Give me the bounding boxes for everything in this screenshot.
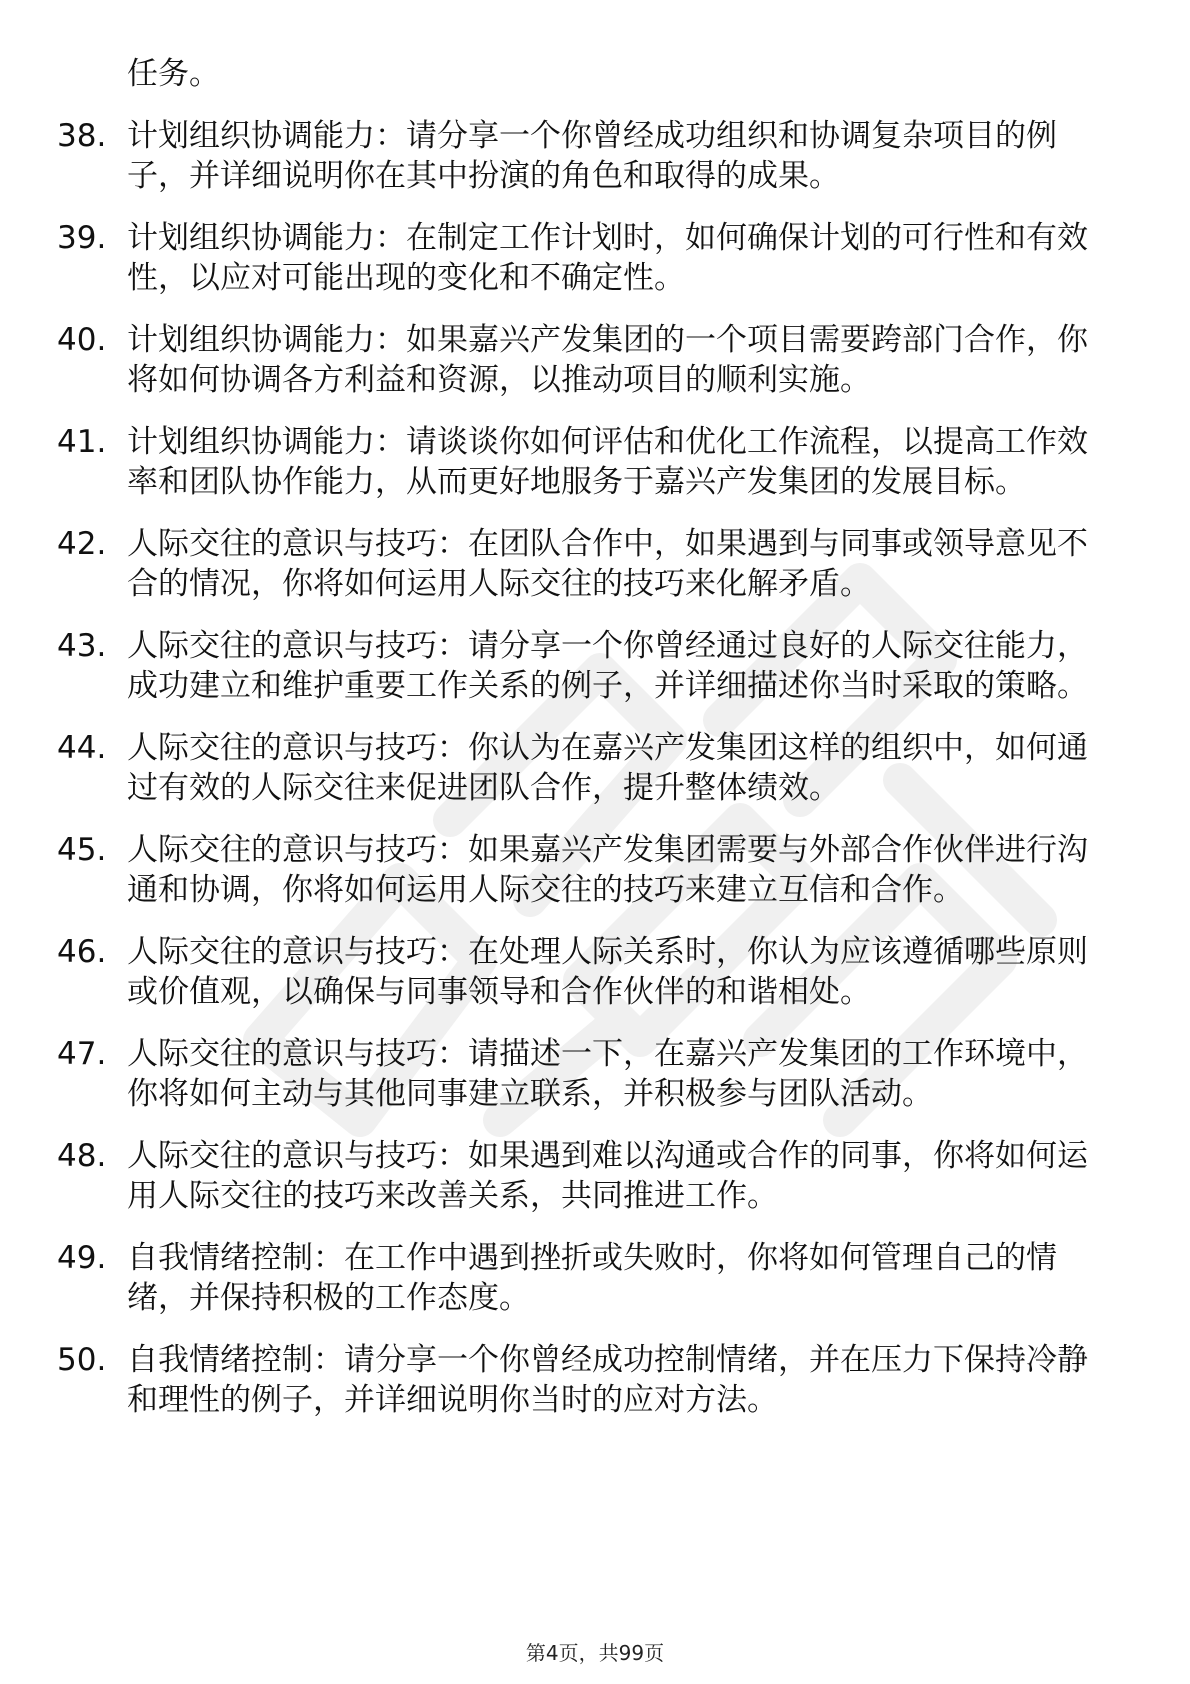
list-item [57, 422, 1117, 502]
question-text: 人际交往的意识与技巧：你认为在嘉兴产发集团这样的组织中，如何通过有效的人际交往来促进团队合作，提升整体绩效。 [127, 730, 1088, 806]
question-number: 49. [57, 1240, 107, 1276]
question-number: 44. [57, 730, 107, 766]
list-item [57, 1340, 1117, 1420]
question-number: 42. [57, 526, 107, 562]
question-text: 人际交往的意识与技巧：在团队合作中，如果遇到与同事或领导意见不合的情况，你将如何运用人际交往的技巧来化解矛盾。 [127, 526, 1088, 602]
question-text: 人际交往的意识与技巧：如果嘉兴产发集团需要与外部合作伙伴进行沟通和协调，你将如何运用人际交往的技巧来建立互信和合作。 [127, 832, 1088, 908]
question-text: 人际交往的意识与技巧：在处理人际关系时，你认为应该遵循哪些原则或价值观，以确保与同事领导和合作伙伴的和谐相处。 [127, 934, 1088, 1010]
list-item [57, 218, 1117, 298]
question-number: 46. [57, 934, 107, 970]
list-item [57, 626, 1117, 706]
question-text: 自我情绪控制：在工作中遇到挫折或失败时，你将如何管理自己的情绪，并保持积极的工作态度。 [127, 1240, 1057, 1316]
list-item [57, 524, 1117, 604]
list-item [57, 1238, 1117, 1318]
list-item [57, 116, 1117, 196]
question-number: 45. [57, 832, 107, 868]
question-text: 计划组织协调能力：在制定工作计划时，如何确保计划的可行性和有效性，以应对可能出现的变化和不确定性。 [127, 220, 1088, 296]
question-number: 43. [57, 628, 107, 664]
question-number: 50. [57, 1342, 107, 1378]
page-footer: 第4页，共99页 [525, 1641, 665, 1665]
question-list [57, 54, 1117, 1442]
question-text: 计划组织协调能力：请分享一个你曾经成功组织和协调复杂项目的例子，并详细说明你在其中扮演的角色和取得的成果。 [127, 118, 1057, 194]
question-number: 41. [57, 424, 107, 460]
list-item [57, 1034, 1117, 1114]
list-item [57, 830, 1117, 910]
question-text: 人际交往的意识与技巧：请分享一个你曾经通过良好的人际交往能力，成功建立和维护重要工作关系的例子，并详细描述你当时采取的策略。 [127, 628, 1088, 704]
question-text: 计划组织协调能力：如果嘉兴产发集团的一个项目需要跨部门合作，你将如何协调各方利益和资源，以推动项目的顺利实施。 [127, 322, 1088, 398]
question-number: 38. [57, 118, 107, 154]
continuation-text: 任务。 [127, 56, 220, 92]
list-item [57, 1136, 1117, 1216]
question-text: 人际交往的意识与技巧：请描述一下，在嘉兴产发集团的工作环境中，你将如何主动与其他同事建立联系，并积极参与团队活动。 [127, 1036, 1088, 1112]
question-number: 39. [57, 220, 107, 256]
question-text: 自我情绪控制：请分享一个你曾经成功控制情绪，并在压力下保持冷静和理性的例子，并详细说明你当时的应对方法。 [127, 1342, 1088, 1418]
list-item [57, 728, 1117, 808]
question-number: 47. [57, 1036, 107, 1072]
list-item [57, 932, 1117, 1012]
question-text: 人际交往的意识与技巧：如果遇到难以沟通或合作的同事，你将如何运用人际交往的技巧来改善关系，共同推进工作。 [127, 1138, 1088, 1214]
question-number: 48. [57, 1138, 107, 1174]
question-text: 计划组织协调能力：请谈谈你如何评估和优化工作流程，以提高工作效率和团队协作能力，从而更好地服务于嘉兴产发集团的发展目标。 [127, 424, 1088, 500]
list-item [57, 320, 1117, 400]
question-number: 40. [57, 322, 107, 358]
